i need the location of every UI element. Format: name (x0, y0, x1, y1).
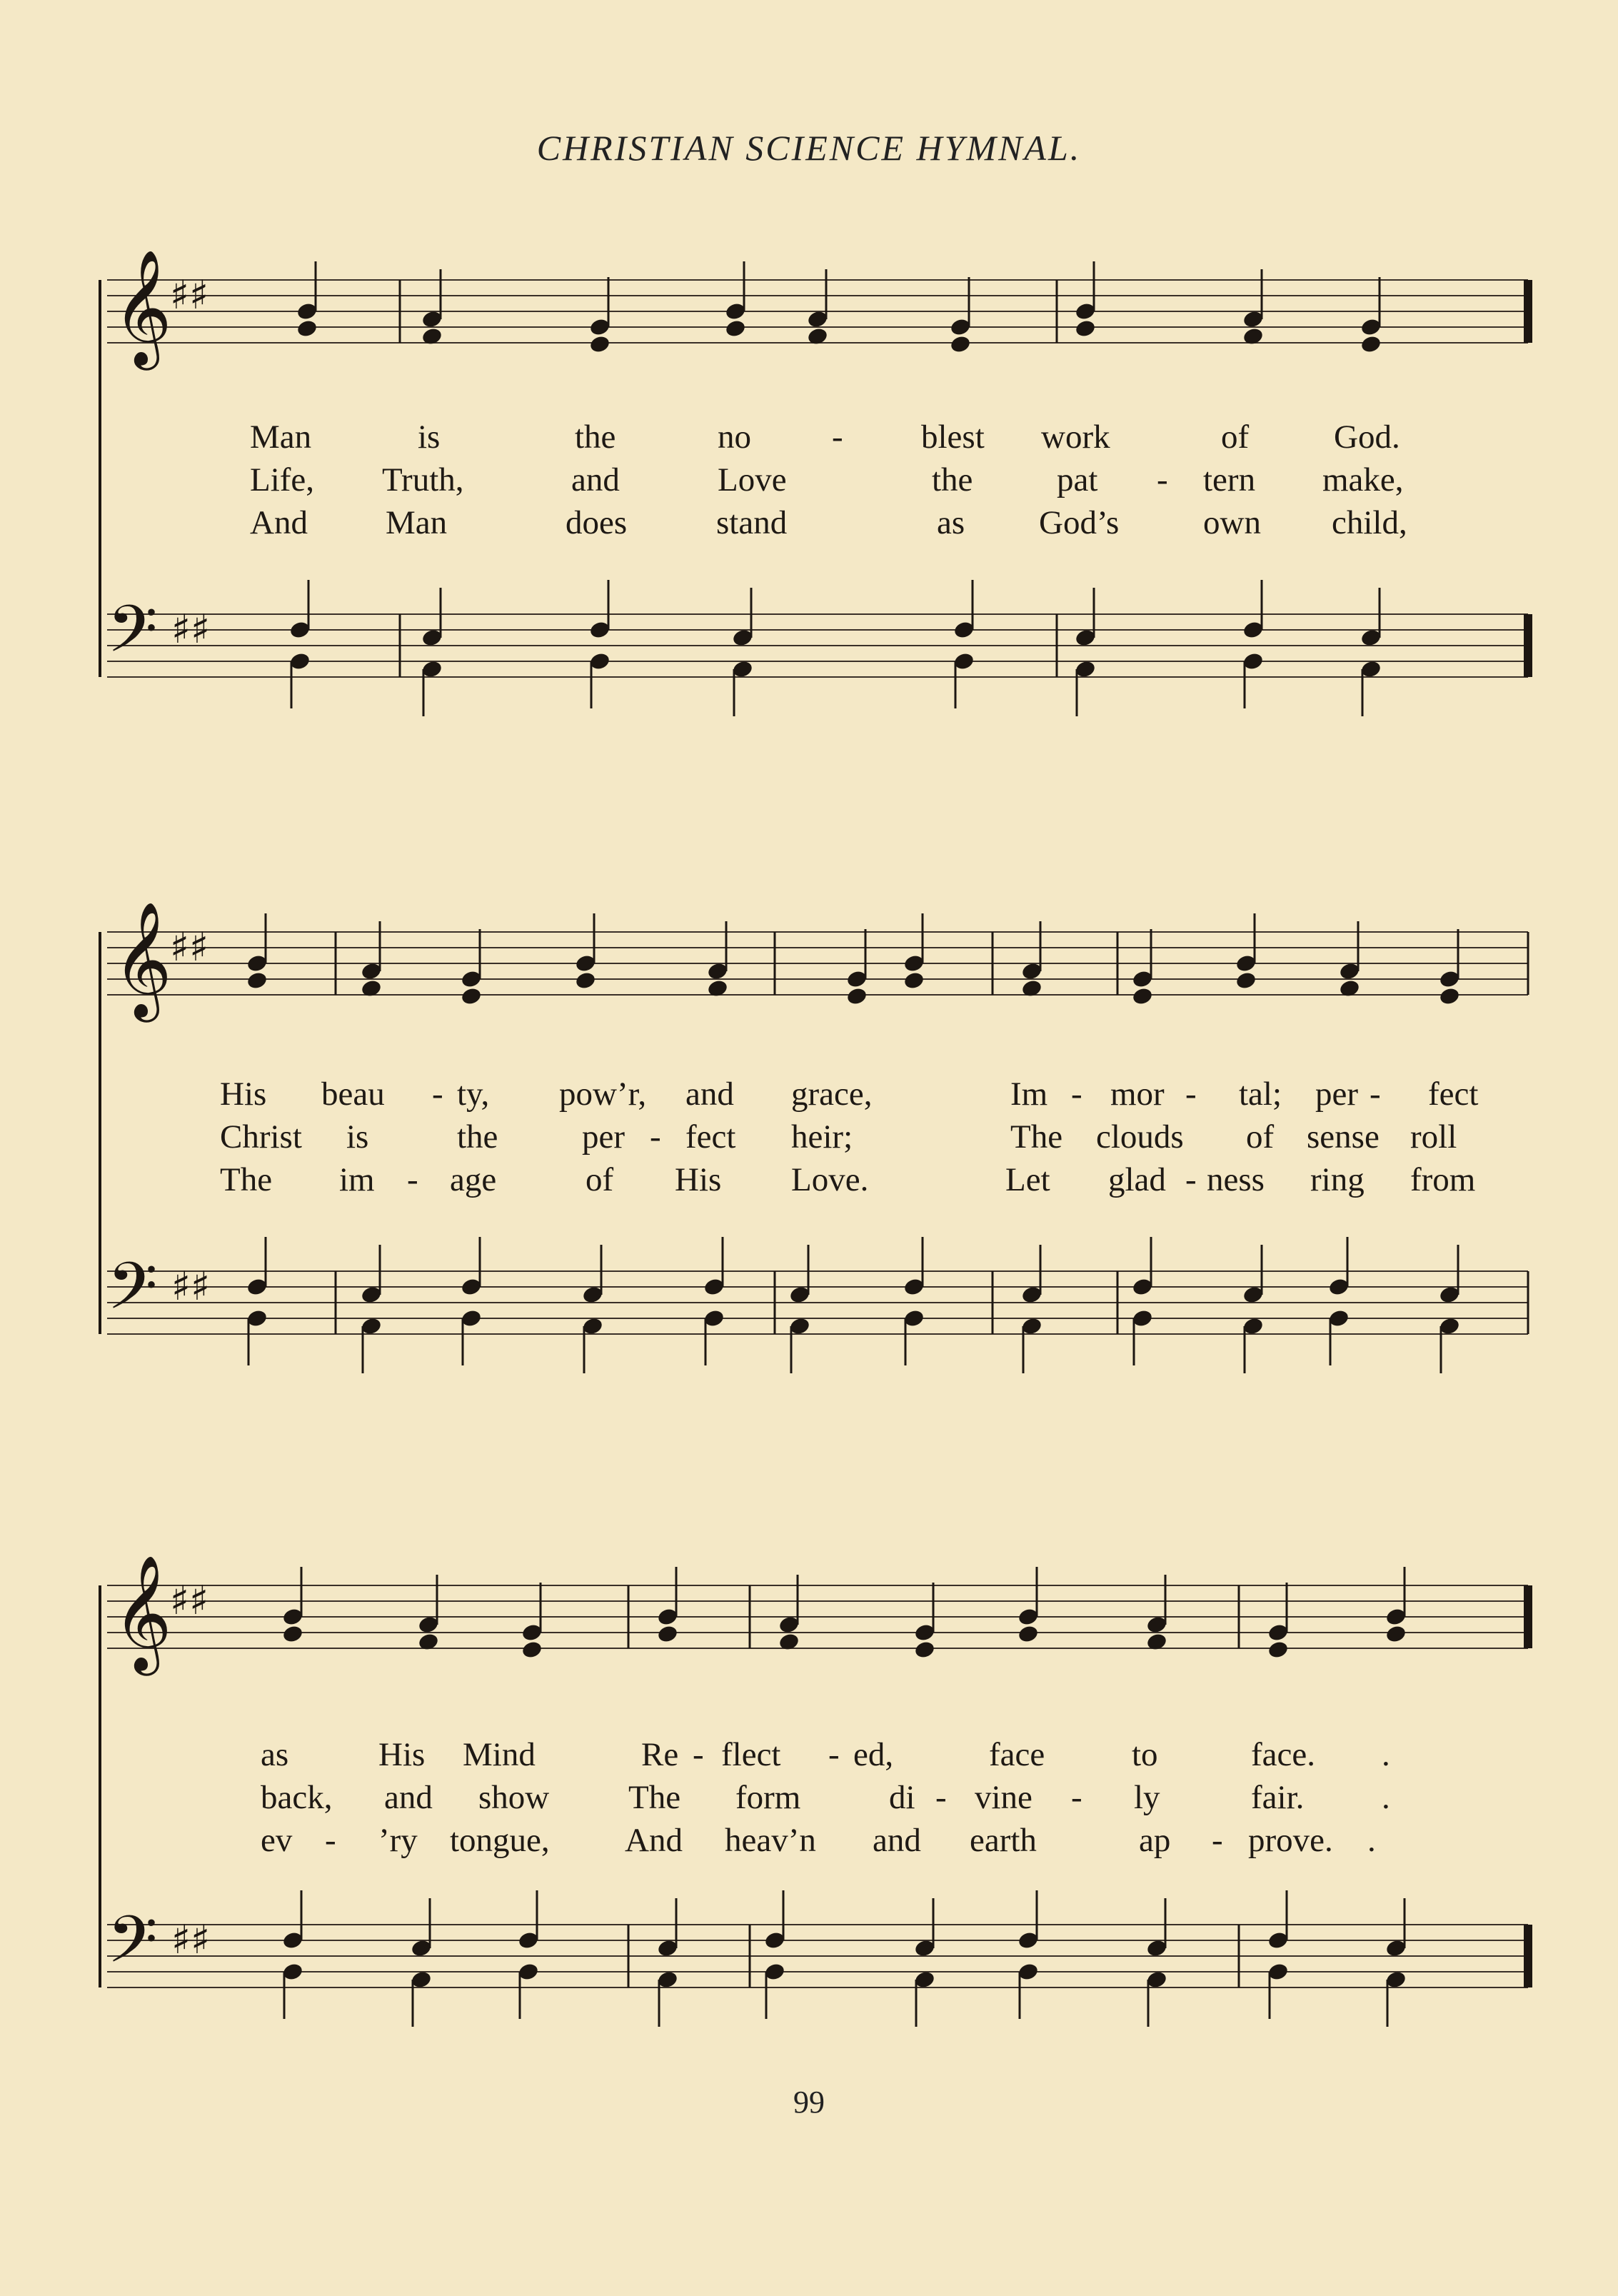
lyric-syllable: roll (1410, 1118, 1457, 1155)
lyric-syllable: - (1185, 1161, 1197, 1198)
lyric-syllable: tal; (1239, 1076, 1282, 1113)
note-head (246, 971, 268, 991)
lyric-syllable: glad (1108, 1161, 1166, 1198)
bass-clef-icon: 𝄢 (107, 1248, 158, 1340)
lyric-syllable: - (407, 1161, 418, 1198)
lyric-syllable: Man (250, 418, 312, 456)
note-head (1438, 986, 1460, 1006)
lyric-syllable: and (873, 1822, 921, 1859)
lyric-syllable: His (378, 1736, 426, 1773)
lyric-syllable: Christ (220, 1118, 302, 1155)
lyric-syllable: Mind (463, 1736, 536, 1773)
lyric-syllable: form (735, 1779, 801, 1816)
lyric-syllable: age (450, 1161, 497, 1198)
lyric-syllable: His (220, 1076, 267, 1113)
lyric-syllable: mor (1110, 1076, 1165, 1113)
lyric-syllable: vine (975, 1779, 1032, 1816)
lyric-syllable: ed, (853, 1736, 894, 1773)
lyric-syllable: the (932, 461, 973, 498)
lyric-syllable: - (325, 1822, 336, 1859)
lyric-syllable: Im (1010, 1076, 1048, 1113)
running-title: CHRISTIAN SCIENCE HYMNAL. (536, 128, 1082, 168)
lyric-syllable: heav’n (725, 1822, 816, 1859)
lyric-syllable: ring (1310, 1161, 1365, 1198)
lyric-syllable: fect (1428, 1076, 1479, 1113)
lyric-syllable: Truth, (382, 461, 464, 498)
lyric-syllable: work (1041, 418, 1110, 456)
lyric-syllable: tongue, (450, 1822, 550, 1859)
lyric-syllable: no (718, 418, 751, 456)
lyric-syllable: . (1382, 1779, 1390, 1816)
lyric-syllable: ness (1207, 1161, 1265, 1198)
lyric-syllable: show (478, 1779, 550, 1816)
lyric-syllable: - (1370, 1076, 1381, 1113)
lyric-syllable: from (1410, 1161, 1476, 1198)
lyric-syllable: and (685, 1076, 734, 1113)
note-head (588, 334, 610, 354)
lyric-syllable: to (1132, 1736, 1158, 1773)
treble-clef-icon: 𝄞 (113, 901, 172, 1018)
lyric-syllable: - (828, 1736, 840, 1773)
lyric-syllable: And (625, 1822, 683, 1859)
lyric-syllable: ev (261, 1822, 293, 1859)
lyric-syllable: ty, (457, 1076, 490, 1113)
lyric-syllable: . (1382, 1736, 1390, 1773)
lyric-syllable: God’s (1039, 504, 1120, 541)
lyric-syllable: Man (386, 504, 448, 541)
bass-clef-icon: 𝄢 (107, 591, 158, 683)
lyric-syllable: Life, (250, 461, 315, 498)
note-head (1235, 971, 1257, 991)
lyric-syllable: - (1071, 1779, 1082, 1816)
note-head (913, 1640, 935, 1660)
lyric-syllable: as (937, 504, 965, 541)
lyric-syllable: im (339, 1161, 375, 1198)
lyric-syllable: - (1071, 1076, 1082, 1113)
note-head (1017, 1624, 1039, 1644)
lyric-syllable: fair. (1251, 1779, 1305, 1816)
note-head (724, 319, 746, 339)
lyric-syllable: Love (718, 461, 787, 498)
lyric-syllable: pow’r, (559, 1076, 647, 1113)
note-head (521, 1640, 543, 1660)
lyric-syllable: fect (685, 1118, 736, 1155)
lyric-syllable: ap (1139, 1822, 1171, 1859)
lyric-syllable: - (650, 1118, 661, 1155)
lyric-syllable: The (628, 1779, 681, 1816)
lyric-syllable: make, (1322, 461, 1404, 498)
note-head (574, 971, 596, 991)
lyric-syllable: the (575, 418, 616, 456)
lyric-syllable: - (1157, 461, 1168, 498)
lyric-syllable: is (346, 1118, 369, 1155)
lyric-syllable: . (1367, 1822, 1376, 1859)
lyric-syllable: The (1010, 1118, 1063, 1155)
note-head (281, 1624, 303, 1644)
treble-clef-icon: 𝄞 (113, 1555, 172, 1671)
lyric-syllable: The (220, 1161, 273, 1198)
lyric-syllable: His (675, 1161, 722, 1198)
note-head (1131, 986, 1153, 1006)
lyric-syllable: is (418, 418, 441, 456)
key-signature-sharps-icon: ♯♯ (170, 924, 209, 971)
lyric-syllable: as (261, 1736, 289, 1773)
lyric-syllable: tern (1203, 461, 1256, 498)
lyric-syllable: back, (261, 1779, 333, 1816)
lyric-syllable: grace, (791, 1076, 873, 1113)
treble-clef-icon: 𝄞 (113, 249, 172, 366)
note-head (903, 971, 925, 991)
lyric-syllable: child, (1332, 504, 1407, 541)
note-head (1074, 319, 1096, 339)
lyric-syllable: prove. (1248, 1822, 1333, 1859)
lyric-syllable: per (582, 1118, 625, 1155)
bass-clef-icon: 𝄢 (107, 1902, 158, 1993)
lyric-syllable: and (571, 461, 620, 498)
lyric-syllable: Love. (791, 1161, 869, 1198)
key-signature-sharps-icon: ♯♯ (170, 272, 209, 319)
key-signature-sharps-icon: ♯♯ (171, 1263, 211, 1310)
lyric-syllable: - (935, 1779, 947, 1816)
lyric-syllable: di (889, 1779, 915, 1816)
key-signature-sharps-icon: ♯♯ (171, 606, 211, 653)
lyric-syllable: clouds (1096, 1118, 1184, 1155)
note-head (949, 334, 971, 354)
note-head (1360, 334, 1382, 354)
note-head (1385, 1624, 1407, 1644)
lyric-syllable: own (1203, 504, 1261, 541)
lyric-syllable: - (1185, 1076, 1197, 1113)
lyric-syllable: of (1221, 418, 1250, 456)
lyric-syllable: - (432, 1076, 443, 1113)
lyric-syllable: pat (1057, 461, 1098, 498)
page-number: 99 (793, 2085, 825, 2120)
note-head (656, 1624, 678, 1644)
lyric-syllable: the (457, 1118, 498, 1155)
lyric-syllable: of (586, 1161, 614, 1198)
note-head (460, 986, 482, 1006)
lyric-syllable: face. (1251, 1736, 1315, 1773)
lyric-syllable: earth (970, 1822, 1037, 1859)
note-head (845, 986, 868, 1006)
lyric-syllable: - (1212, 1822, 1223, 1859)
lyric-syllable: per (1315, 1076, 1359, 1113)
note-head (296, 319, 318, 339)
lyric-syllable: does (566, 504, 628, 541)
lyric-syllable: Let (1005, 1161, 1050, 1198)
lyric-syllable: of (1246, 1118, 1275, 1155)
lyric-syllable: ly (1134, 1779, 1160, 1816)
key-signature-sharps-icon: ♯♯ (171, 1917, 211, 1963)
lyric-syllable: face (989, 1736, 1045, 1773)
lyric-syllable: sense (1307, 1118, 1380, 1155)
key-signature-sharps-icon: ♯♯ (170, 1578, 209, 1624)
lyric-syllable: Re (641, 1736, 679, 1773)
lyric-syllable: - (693, 1736, 704, 1773)
lyric-syllable: flect (721, 1736, 781, 1773)
lyric-syllable: ’ry (378, 1822, 418, 1859)
lyric-syllable: stand (716, 504, 788, 541)
lyric-syllable: and (384, 1779, 433, 1816)
lyric-syllable: beau (321, 1076, 385, 1113)
lyric-syllable: blest (921, 418, 985, 456)
lyric-syllable: And (250, 504, 308, 541)
lyric-syllable: - (832, 418, 843, 456)
note-head (1267, 1640, 1289, 1660)
lyric-syllable: God. (1334, 418, 1400, 456)
lyric-syllable: heir; (791, 1118, 853, 1155)
